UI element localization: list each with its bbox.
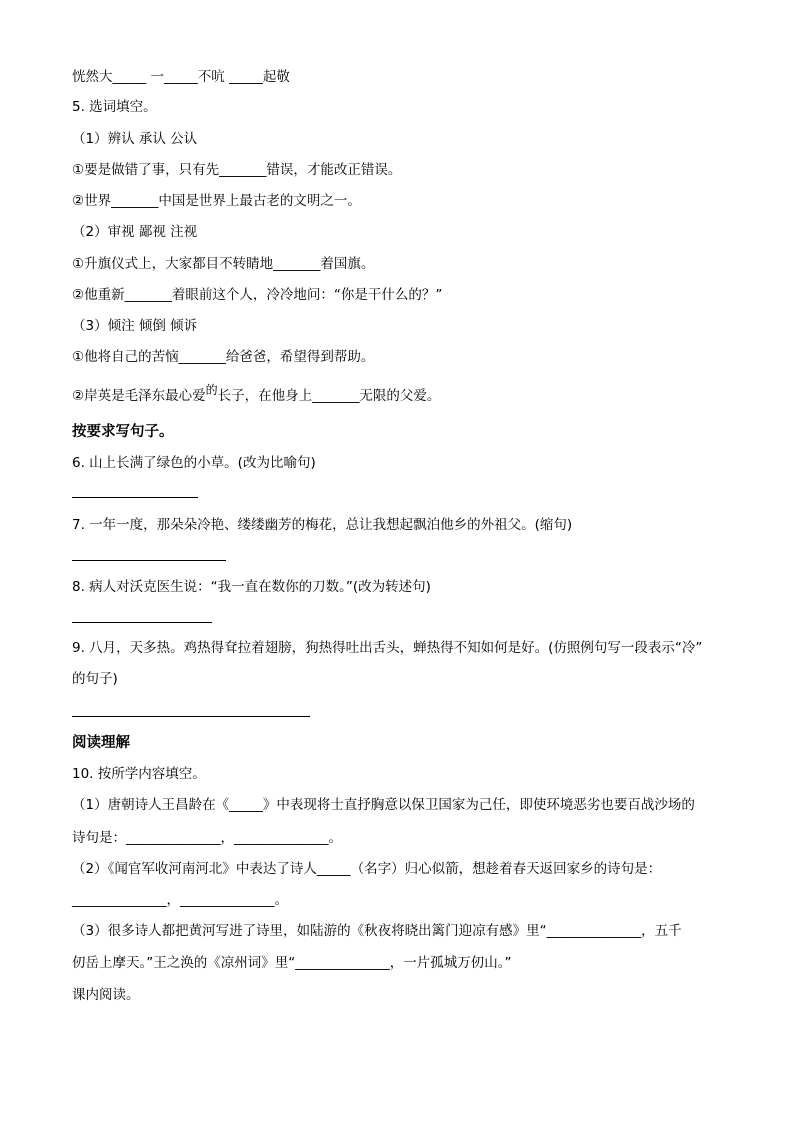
question-10-1-cont: 诗句是：______________，______________。 [72, 830, 342, 846]
answer-line-7[interactable] [72, 560, 226, 561]
question-10: 10. 按所学内容填空。 [72, 766, 206, 782]
answer-line-9[interactable] [72, 716, 310, 717]
question-10-3: （3）很多诗人都把黄河写进了诗里，如陆游的《秋夜将晓出篱门迎凉有感》里“______________，五千 [72, 923, 682, 939]
section-title-sentences: 按要求写句子。 [72, 424, 174, 440]
question-10-2-cont: ______________，______________。 [72, 892, 288, 908]
question-9: 9. 八月，天多热。鸡热得耷拉着翅膀，狗热得吐出舌头，蝉热得不知如何是好。(仿照例句写一段表示“冷” [72, 640, 703, 656]
question-6: 6. 山上长满了绿色的小草。(改为比喻句) [72, 455, 316, 471]
idiom-fill-line: 恍然大_____ 一_____不吭 _____起敬 [72, 69, 290, 85]
question-10-1: （1）唐朝诗人王昌龄在《_____》中表现将士直抒胸意以保卫国家为己任，即使环境恶劣也要百战沙场的 [72, 797, 695, 813]
answer-line-6[interactable] [72, 497, 198, 498]
sentence-2-1: ①升旗仪式上，大家都目不转睛地_______着国旗。 [72, 256, 375, 272]
sentence-1-1: ①要是做错了事，只有先_______错误，才能改正错误。 [72, 162, 402, 178]
word-group-1: （1）辨认 承认 公认 [72, 131, 198, 147]
question-5-title: 5. 选词填空。 [72, 99, 157, 115]
word-group-3: （3）倾注 倾倒 倾诉 [72, 318, 198, 334]
question-7: 7. 一年一度，那朵朵冷艳、缕缕幽芳的梅花，总让我想起飘泊他乡的外祖父。(缩句) [72, 517, 573, 533]
sentence-3-2: ②岸英是毛泽东最心爱的长子，在他身上_______无限的父爱。 [72, 383, 441, 404]
sentence-1-2: ②世界_______中国是世界上最古老的文明之一。 [72, 193, 361, 209]
sentence-3-1: ①他将自己的苦恼_______给爸爸，希望得到帮助。 [72, 349, 375, 365]
section-title-reading: 阅读理解 [72, 735, 130, 751]
classroom-reading-title: 课内阅读。 [72, 987, 140, 1003]
word-group-2: （2）审视 鄙视 注视 [72, 224, 198, 240]
question-8: 8. 病人对沃克医生说：“我一直在数你的刀数。”(改为转述句) [72, 579, 431, 595]
question-9-cont: 的句子) [72, 671, 118, 687]
question-10-2: （2）《闻官军收河南河北》中表达了诗人_____（名字）归心似箭，想趁着春天返回家乡的诗句是： [72, 861, 662, 877]
question-10-3-cont: 仞岳上摩天。”王之涣的《凉州词》里“______________，一片孤城万仞山。” [72, 955, 512, 971]
sentence-2-2: ②他重新_______着眼前这个人，冷冷地问：“你是干什么的？” [72, 287, 443, 303]
answer-line-8[interactable] [72, 622, 212, 623]
